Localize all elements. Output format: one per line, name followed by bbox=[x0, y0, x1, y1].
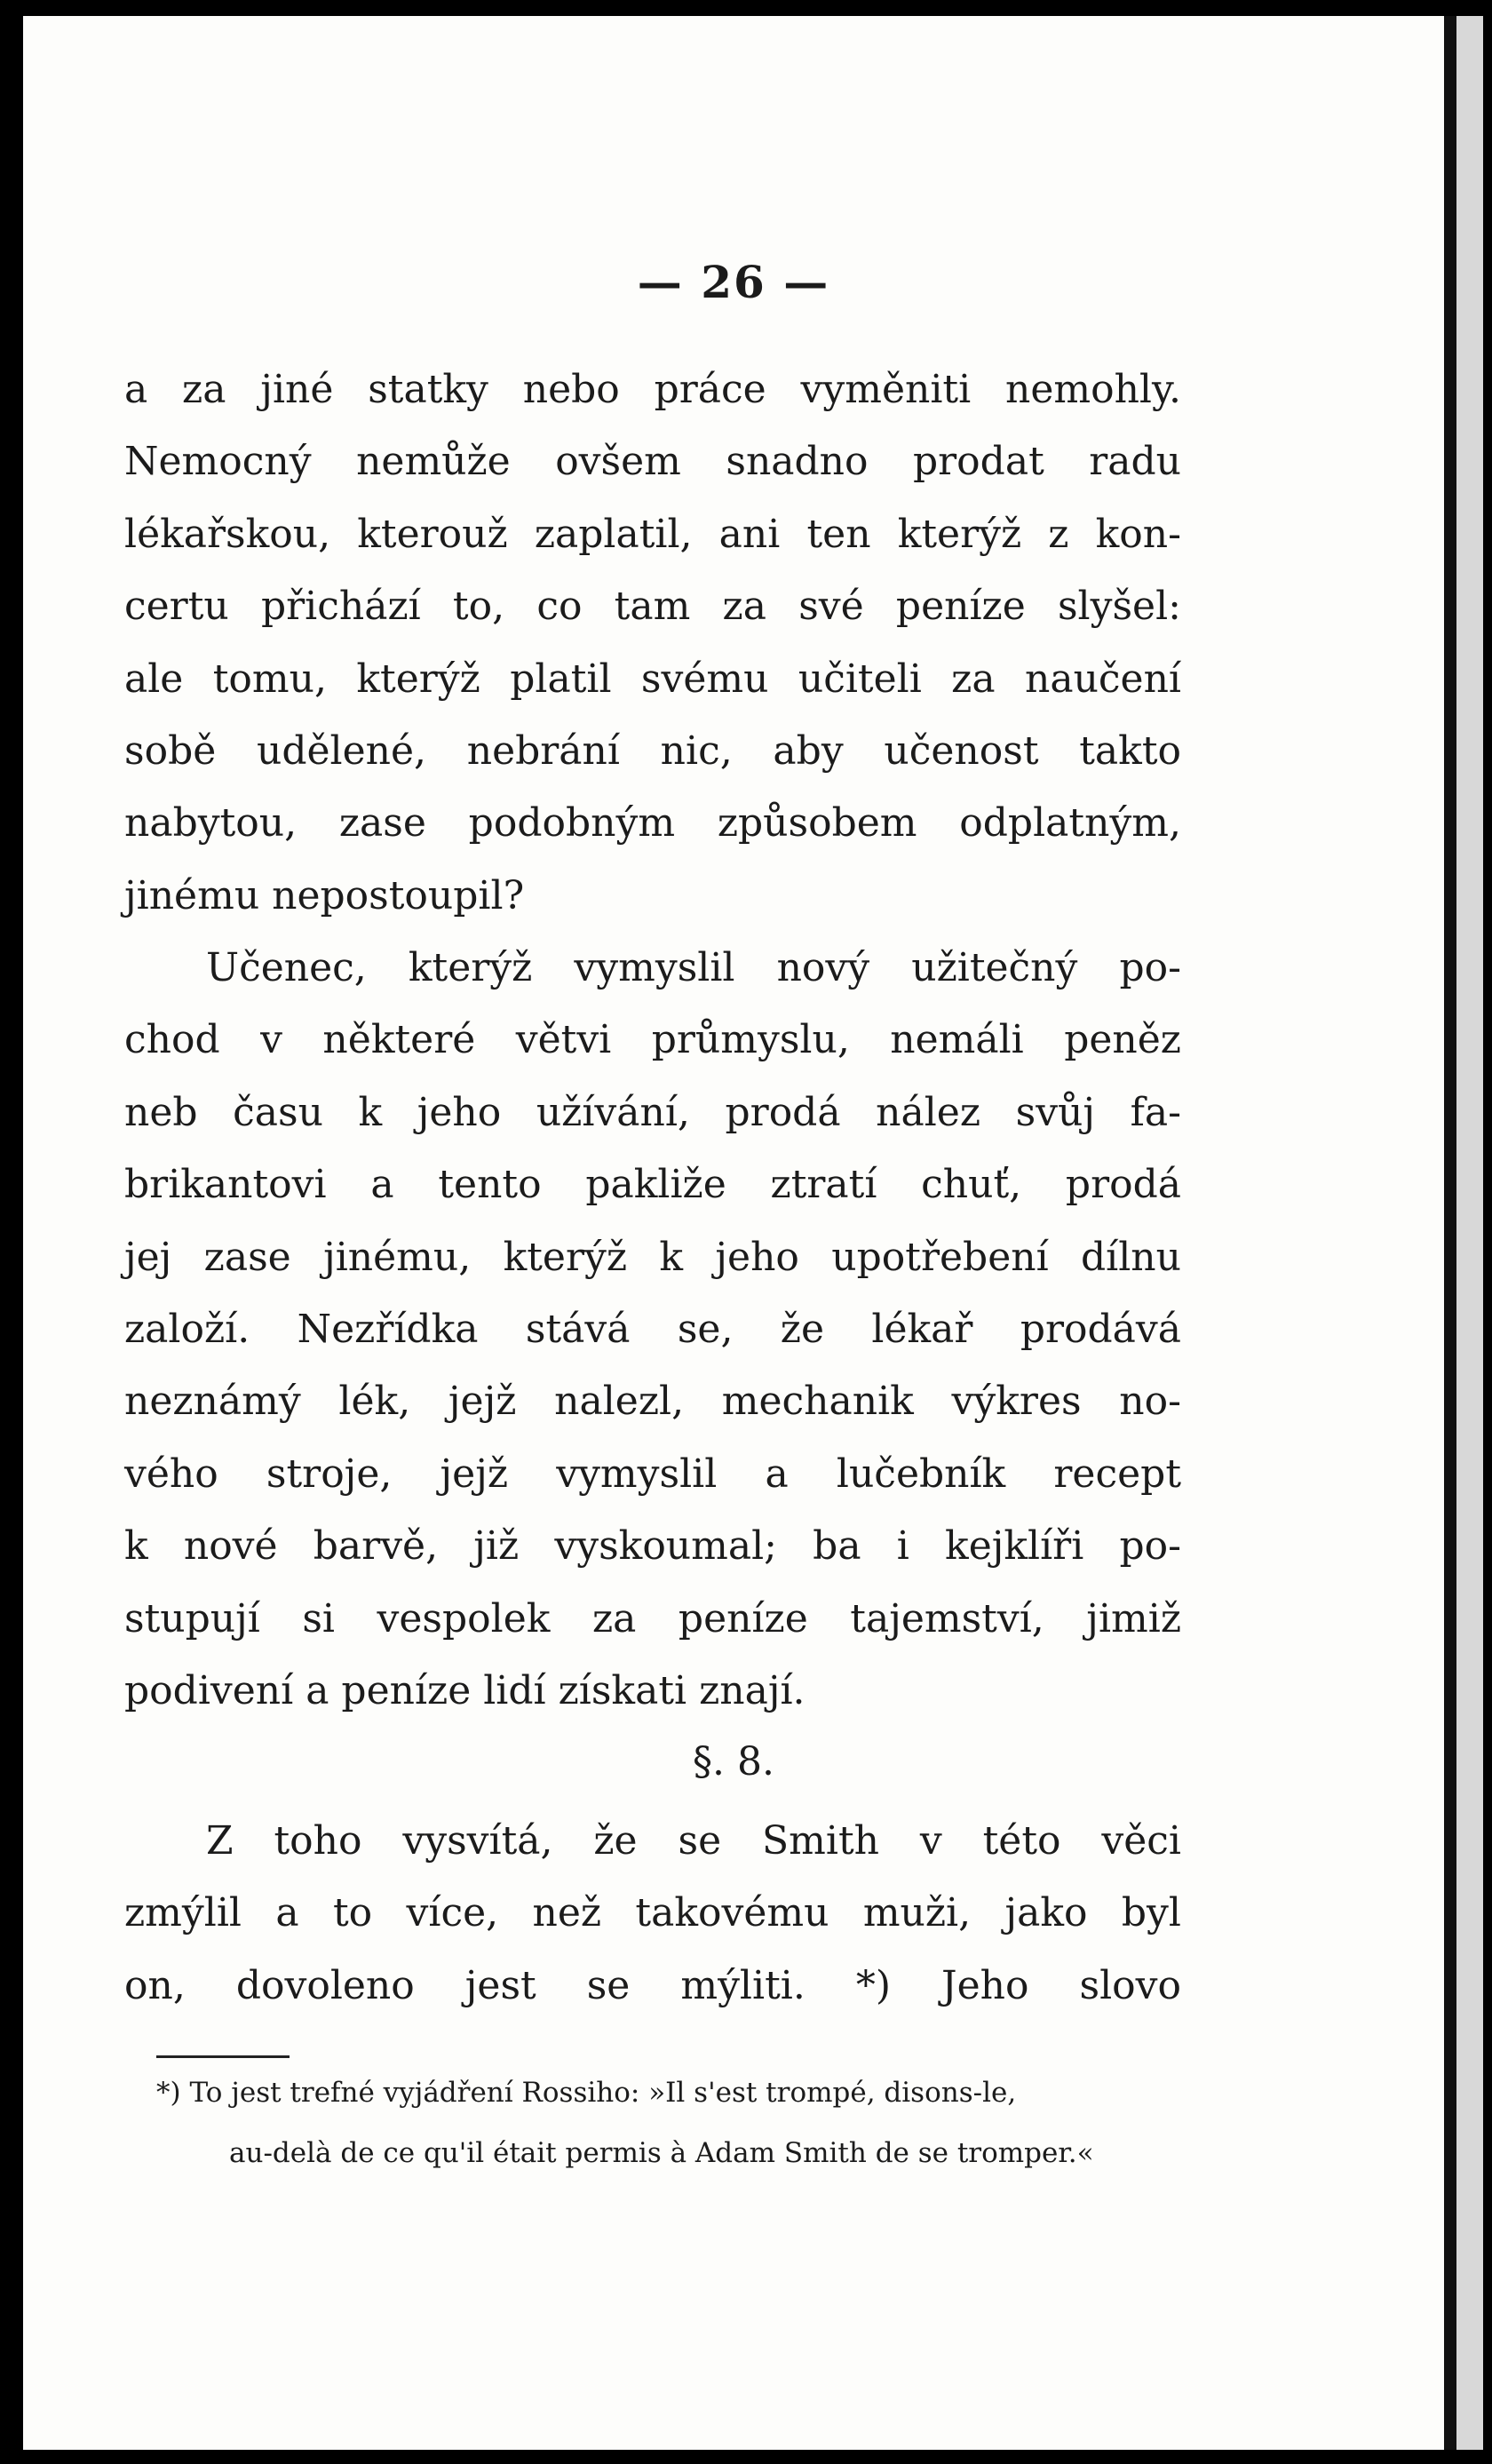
paragraph-2 bbox=[124, 932, 1181, 1727]
text-line: certu přichází to, co tam za své peníze slyšel: bbox=[124, 584, 1181, 630]
footnote-rule bbox=[156, 2055, 290, 2058]
text-line: zmýlil a to více, než takovému muži, jako byl bbox=[124, 1890, 1181, 1936]
paragraph-1 bbox=[124, 354, 1181, 932]
text-line: stupují si vespolek za peníze tajemství, jimiž bbox=[124, 1595, 1181, 1641]
text-line: sobě udělené, nebrání nic, aby učenost takto bbox=[124, 727, 1181, 774]
text-line: založí. Nezřídka stává se, že lékař prodává bbox=[124, 1306, 1181, 1352]
text-line: on, dovoleno jest se mýliti. *) Jeho slovo bbox=[124, 1962, 1181, 2008]
text-line: Z toho vysvítá, že se Smith v této věci bbox=[206, 1818, 1181, 1864]
text-line: k nové barvě, již vyskoumal; ba i kejklíři po- bbox=[124, 1523, 1181, 1570]
paragraph-3 bbox=[124, 1805, 1181, 2022]
footnote-line: *) To jest trefné vyjádření Rossiho: »Il s'est trompé, disons-le, bbox=[156, 2077, 1017, 2109]
text-line: Učenec, kterýž vymyslil nový užitečný po- bbox=[206, 945, 1181, 990]
page-edge bbox=[1444, 16, 1483, 2450]
text-line: ale tomu, kterýž platil svému učiteli za naučení bbox=[124, 656, 1181, 702]
text-line: Nemocný nemůže ovšem snadno prodat radu bbox=[124, 439, 1181, 485]
text-line: neznámý lék, jejž nalezl, mechanik výkres no- bbox=[124, 1379, 1181, 1425]
footnote bbox=[156, 2063, 1204, 2183]
text-line: jej zase jinému, kterýž k jeho upotřebení dílnu bbox=[124, 1234, 1181, 1280]
book-page bbox=[23, 16, 1444, 2450]
text-line: a za jiné statky nebo práce vyměniti nemohly. bbox=[124, 367, 1181, 412]
text-line: nabytou, zase podobným způsobem odplatným, bbox=[124, 800, 1181, 847]
text-line: vého stroje, jejž vymyslil a lučebník recept bbox=[124, 1451, 1181, 1497]
text-line: chod v některé větvi průmyslu, nemáli peněz bbox=[124, 1017, 1181, 1063]
text-line: lékařskou, kterouž zaplatil, ani ten kterýž z kon- bbox=[124, 511, 1181, 557]
text-line: brikantovi a tento pakliže ztratí chuť, prodá bbox=[124, 1162, 1181, 1208]
text-line: jinému nepostoupil? bbox=[124, 872, 525, 918]
page-number: — 26 — bbox=[637, 256, 830, 308]
section-heading: §. 8. bbox=[693, 1739, 774, 1784]
text-line: podivení a peníze lidí získati znají. bbox=[124, 1667, 806, 1713]
text-line: neb času k jeho užívání, prodá nález svůj fa- bbox=[124, 1089, 1181, 1135]
footnote-line: au-delà de ce qu'il était permis à Adam Smith de se tromper.« bbox=[229, 2137, 1094, 2169]
